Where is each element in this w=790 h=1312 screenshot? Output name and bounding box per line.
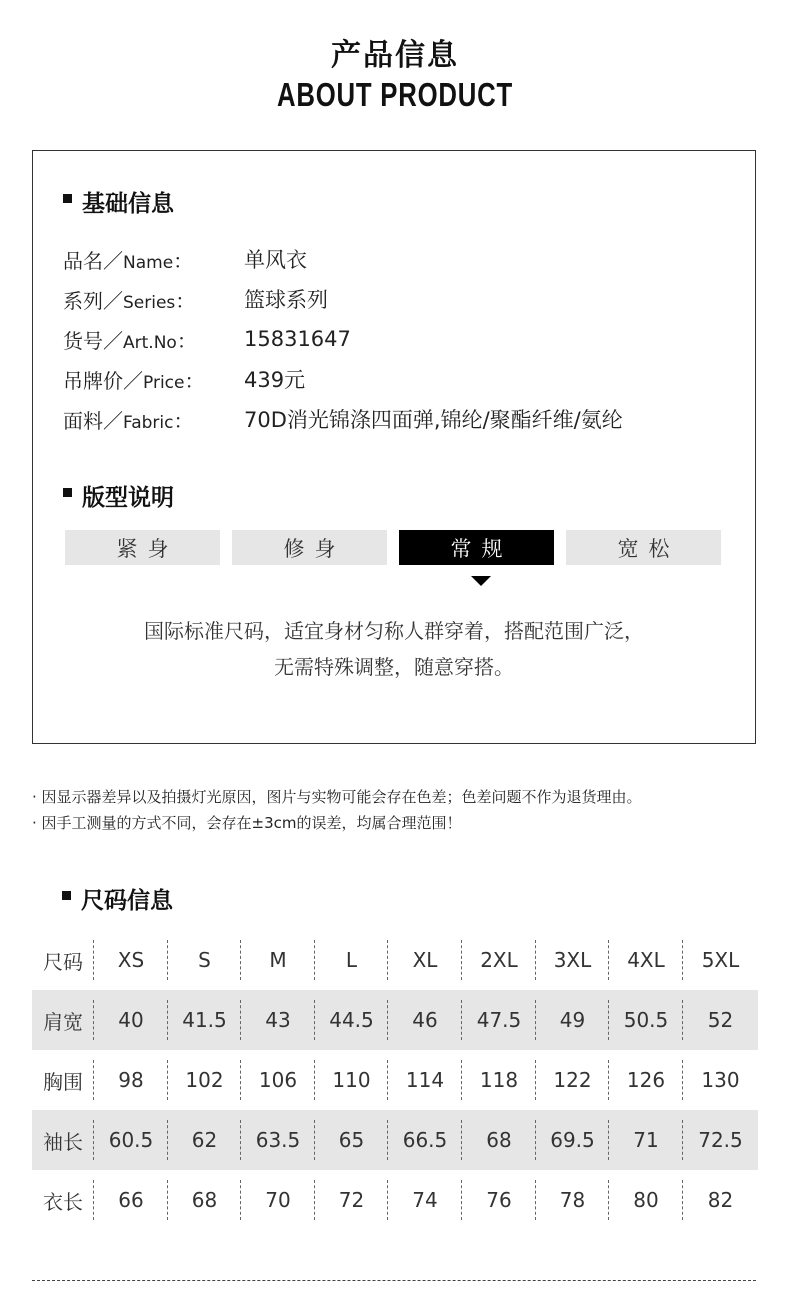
table-cell: 49: [536, 990, 609, 1050]
info-row-price: [63, 359, 623, 399]
table-cell: 52: [707, 1008, 734, 1032]
table-row: [32, 990, 758, 1050]
table-cell: 78: [536, 1170, 609, 1230]
info-label: 吊牌价／Price：: [63, 368, 205, 393]
table-cell: 118: [462, 1050, 536, 1110]
table-cell: 80: [609, 1170, 683, 1230]
square-bullet-icon: [62, 891, 71, 900]
table-cell: 68: [168, 1170, 241, 1230]
table-cell: 65: [315, 1110, 388, 1170]
table-header-cell: 3XL: [536, 930, 609, 990]
table-cell: 70: [241, 1170, 315, 1230]
info-row-art-no: [63, 319, 623, 359]
table-cell: 72: [315, 1170, 388, 1230]
size-table: [32, 930, 758, 1230]
table-cell: 41.5: [168, 990, 241, 1050]
table-cell: 114: [388, 1050, 462, 1110]
note-measurement-error: · 因手工测量的方式不同，会存在±3cm的误差，均属合理范围！: [32, 814, 462, 832]
size-table-header: [32, 930, 758, 990]
table-row: [32, 1110, 758, 1170]
square-bullet-icon: [63, 488, 72, 497]
table-cell: 50.5: [609, 990, 683, 1050]
info-row-name: [63, 239, 623, 279]
table-header-cell: 尺码: [32, 930, 94, 990]
table-header-cell: 4XL: [609, 930, 683, 990]
table-cell: 胸围: [32, 1050, 94, 1110]
note-color-difference: · 因显示器差异以及拍摄灯光原因，图片与实物可能会存在色差；色差问题不作为退货理由。: [32, 788, 642, 806]
table-cell: 肩宽: [32, 990, 94, 1050]
table-header-cell: 5XL: [701, 948, 740, 972]
table-row: [32, 1170, 758, 1230]
table-cell: 46: [388, 990, 462, 1050]
fit-option-slim[interactable]: 修身: [232, 530, 387, 565]
info-label: 货号／Art.No：: [63, 328, 197, 353]
table-header-cell: XL: [388, 930, 462, 990]
table-header-cell: 2XL: [462, 930, 536, 990]
fit-heading-text: 版型说明: [82, 485, 174, 511]
table-header-cell: XS: [94, 930, 168, 990]
fit-description: 国际标准尺码，适宜身材匀称人群穿着，搭配范围广泛， 无需特殊调整，随意穿搭。: [144, 619, 644, 679]
info-row-fabric: [63, 399, 623, 439]
info-value: 15831647: [244, 327, 351, 351]
table-cell: 106: [241, 1050, 315, 1110]
table-cell: 62: [168, 1110, 241, 1170]
fit-option-loose[interactable]: 宽松: [566, 530, 721, 565]
table-cell: 126: [609, 1050, 683, 1110]
table-cell: 63.5: [241, 1110, 315, 1170]
fit-option-tight[interactable]: 紧身: [65, 530, 220, 565]
table-cell: 71: [609, 1110, 683, 1170]
size-heading: [62, 882, 173, 915]
basic-info-list: [63, 239, 623, 439]
table-header-cell: M: [241, 930, 315, 990]
table-cell: 72.5: [698, 1128, 743, 1152]
table-cell: 袖长: [32, 1110, 94, 1170]
info-label: 品名／Name：: [63, 248, 194, 273]
table-cell: 98: [94, 1050, 168, 1110]
info-row-series: [63, 279, 623, 319]
info-value: 单风衣: [244, 248, 307, 272]
fit-heading: [63, 479, 174, 512]
table-cell: 82: [707, 1188, 734, 1212]
table-cell: 74: [388, 1170, 462, 1230]
bottom-divider: [32, 1280, 756, 1281]
basic-info-heading: [63, 185, 174, 218]
table-cell: 68: [462, 1110, 536, 1170]
table-cell: 102: [168, 1050, 241, 1110]
fit-option-regular[interactable]: 常规: [399, 530, 554, 565]
table-cell: 122: [536, 1050, 609, 1110]
page-title-cn: 产品信息: [331, 38, 459, 73]
table-header-cell: S: [168, 930, 241, 990]
table-row: [32, 1050, 758, 1110]
info-label: 系列／Series：: [63, 288, 196, 313]
info-value: 70D消光锦涤四面弹,锦纶/聚酯纤维/氨纶: [244, 408, 623, 432]
basic-info-heading-text: 基础信息: [82, 191, 174, 217]
table-cell: 66.5: [388, 1110, 462, 1170]
disclaimer-notes: [32, 784, 642, 836]
selected-indicator-icon: [471, 576, 491, 586]
table-cell: 76: [462, 1170, 536, 1230]
info-value: 439元: [244, 368, 306, 392]
table-cell: 衣长: [32, 1170, 94, 1230]
table-cell: 60.5: [94, 1110, 168, 1170]
table-cell: 110: [315, 1050, 388, 1110]
table-cell: 40: [94, 990, 168, 1050]
product-info-box: [32, 150, 756, 744]
table-cell: 44.5: [315, 990, 388, 1050]
table-cell: 130: [701, 1068, 740, 1092]
size-heading-text: 尺码信息: [81, 888, 173, 914]
info-value: 篮球系列: [244, 288, 328, 312]
table-cell: 66: [94, 1170, 168, 1230]
table-cell: 69.5: [536, 1110, 609, 1170]
square-bullet-icon: [63, 194, 72, 203]
page-title-en: ABOUT PRODUCT: [276, 76, 514, 113]
fit-options: [65, 530, 721, 565]
info-label: 面料／Fabric：: [63, 408, 194, 433]
table-header-cell: L: [315, 930, 388, 990]
table-cell: 43: [241, 990, 315, 1050]
table-cell: 47.5: [462, 990, 536, 1050]
